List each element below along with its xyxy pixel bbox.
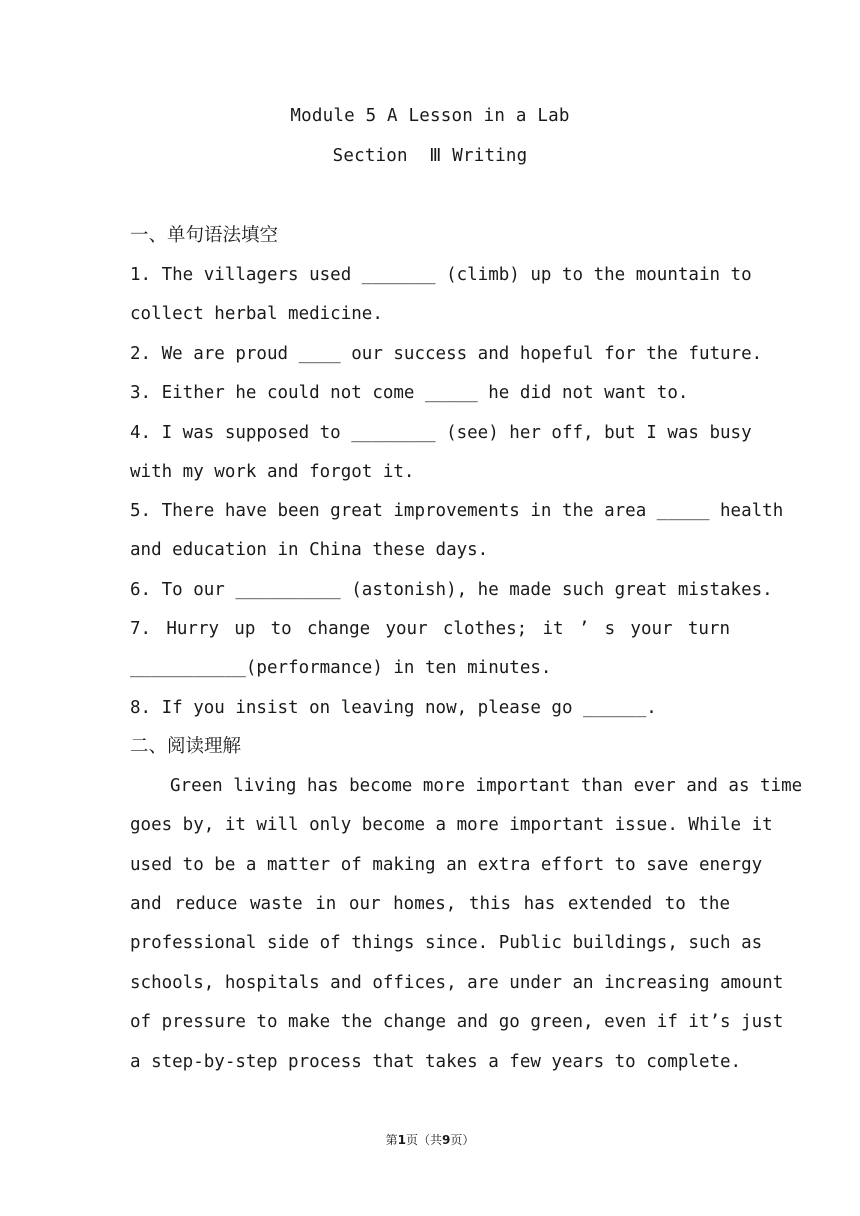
passage-line-3: used to be a matter of making an extra effort to save energy <box>130 855 763 875</box>
question-1-line-1: 1. The villagers used _______ (climb) up to the mountain to <box>130 265 752 285</box>
section-heading-grammar: 一、单句语法填空 <box>130 225 279 246</box>
passage-line-1: Green living has become more important than ever and as time <box>170 776 803 796</box>
footer-middle: 页（共 <box>405 1133 442 1147</box>
passage-line-8: a step-by-step process that takes a few years to complete. <box>130 1052 742 1072</box>
footer-page-number: 1 <box>397 1133 406 1147</box>
question-1-line-2: collect herbal medicine. <box>130 304 383 324</box>
passage-line-2: goes by, it will only become a more important issue. While it <box>130 815 773 835</box>
question-5-line-1: 5. There have been great improvements in the area _____ health <box>130 501 784 521</box>
question-7-line-2: ___________(performance) in ten minutes. <box>130 658 552 678</box>
question-8: 8. If you insist on leaving now, please go ______. <box>130 698 657 718</box>
passage-line-7: of pressure to make the change and go green, even if it’s just <box>130 1012 784 1032</box>
footer-prefix: 第 <box>385 1133 398 1147</box>
question-2: 2. We are proud ____ our success and hopeful for the future. <box>130 344 763 364</box>
question-5-line-2: and education in China these days. <box>130 540 489 560</box>
document-title: Module 5 A Lesson in a Lab <box>290 106 570 126</box>
document-subtitle: Section Ⅲ Writing <box>332 146 528 166</box>
page-footer <box>0 1131 860 1148</box>
question-3: 3. Either he could not come _____ he did not want to. <box>130 383 689 403</box>
passage-line-5: professional side of things since. Public buildings, such as <box>130 933 763 953</box>
question-6: 6. To our __________ (astonish), he made such great mistakes. <box>130 580 773 600</box>
footer-total-pages: 9 <box>442 1133 451 1147</box>
footer-suffix: 页） <box>450 1133 475 1147</box>
section-heading-reading: 二、阅读理解 <box>130 736 242 757</box>
question-4-line-1: 4. I was supposed to ________ (see) her off, but I was busy <box>130 423 752 443</box>
question-7-line-1: 7. Hurry up to change your clothes; it ’ s your turn <box>130 619 730 639</box>
passage-line-4: and reduce waste in our homes, this has extended to the <box>130 894 730 914</box>
passage-line-6: schools, hospitals and offices, are under an increasing amount <box>130 973 784 993</box>
question-4-line-2: with my work and forgot it. <box>130 462 415 482</box>
